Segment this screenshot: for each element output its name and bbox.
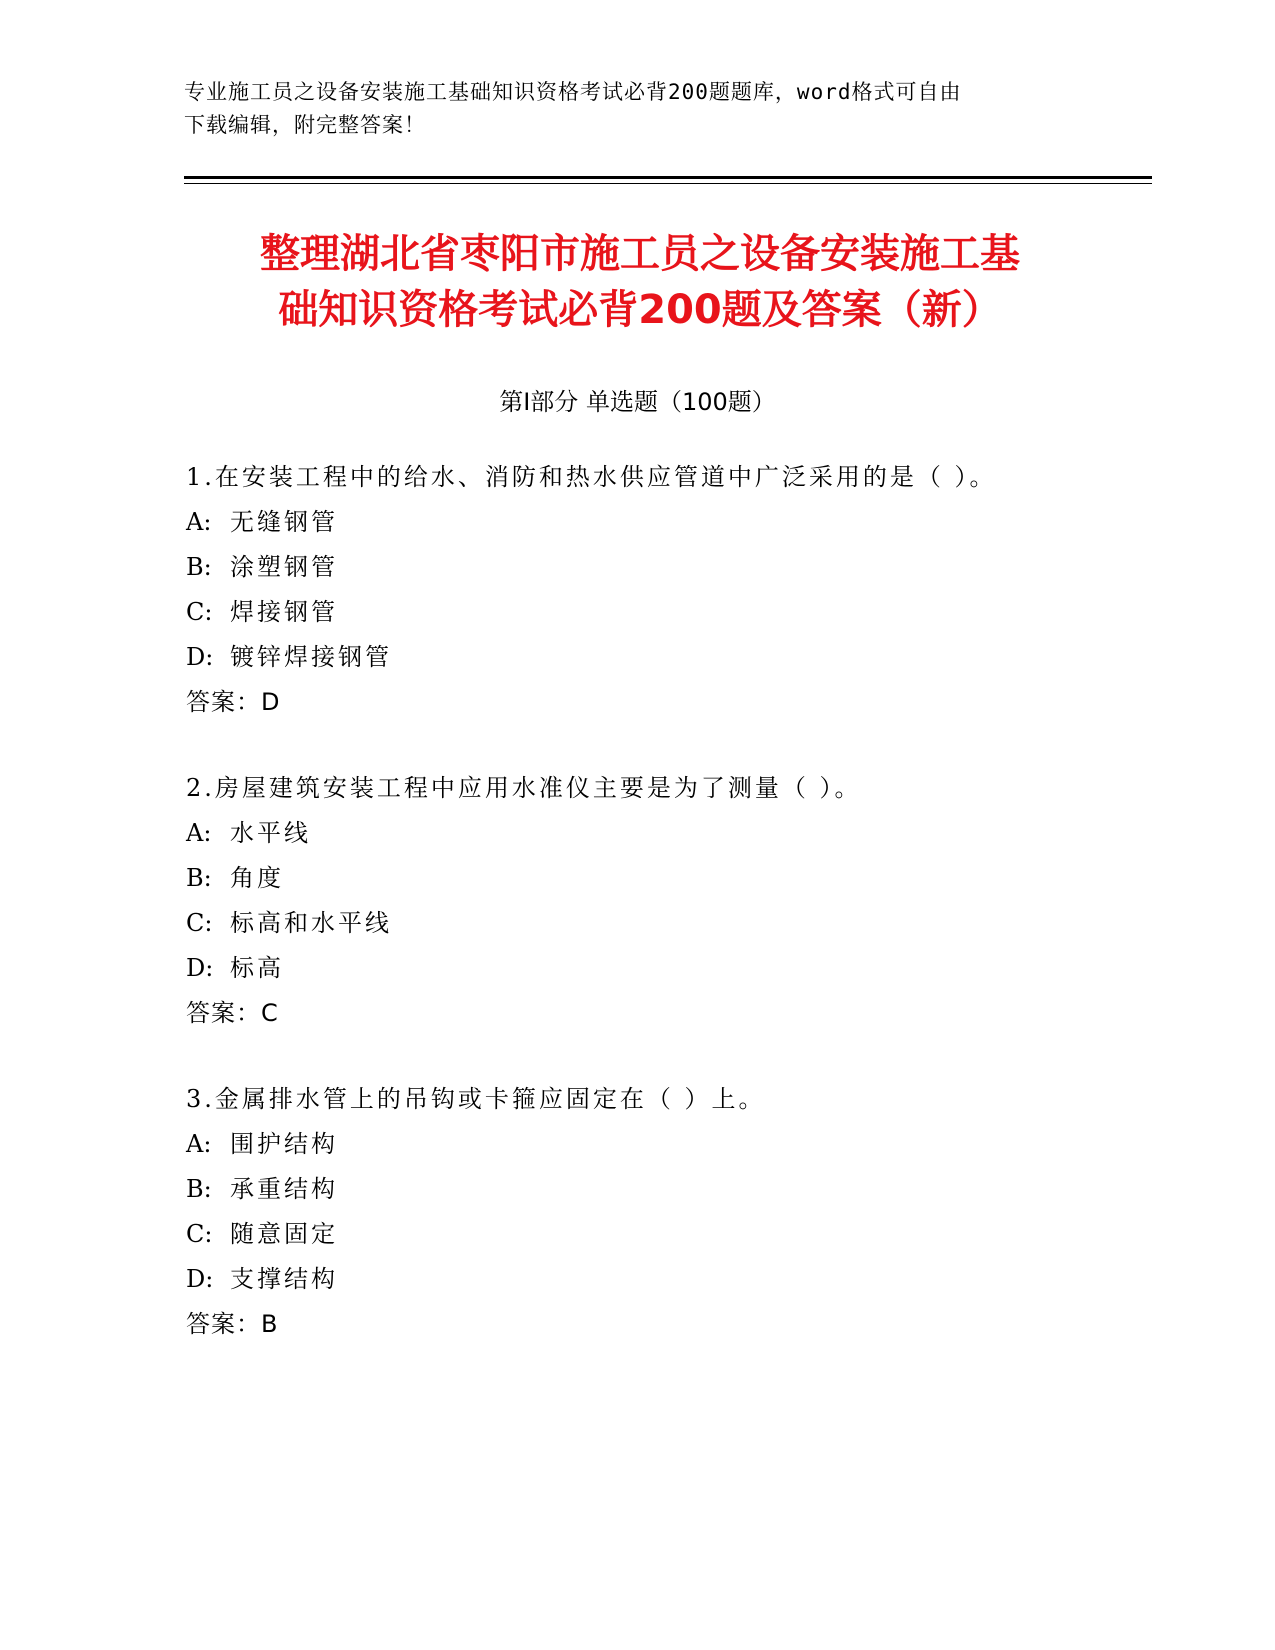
option-d [186, 946, 1146, 991]
option-text: 涂塑钢管 [230, 553, 338, 581]
header-note-line1: 专业施工员之设备安装施工基础知识资格考试必背200题题库，word格式可自由 [184, 80, 962, 104]
option-text: 焊接钢管 [230, 598, 338, 626]
document-title-line2: 础知识资格考试必背200题及答案（新） [278, 287, 1002, 333]
option-letter: C: [186, 598, 213, 626]
option-text: 随意固定 [230, 1220, 338, 1248]
option-text: 标高 [230, 954, 284, 982]
option-letter: B: [186, 1175, 212, 1203]
header-divider-thick [184, 176, 1152, 179]
option-b [186, 856, 1146, 901]
answer-line: 答案：B [186, 1310, 279, 1338]
option-text: 水平线 [230, 819, 311, 847]
question-3 [186, 1077, 1146, 1347]
option-letter: B: [186, 864, 212, 892]
option-a [186, 500, 1146, 545]
option-text: 承重结构 [230, 1175, 338, 1203]
option-c [186, 590, 1146, 635]
document-title-line1: 整理湖北省枣阳市施工员之设备安装施工基 [260, 231, 1020, 277]
question-stem: 1.在安装工程中的给水、消防和热水供应管道中广泛采用的是（ ）。 [186, 463, 997, 491]
option-c [186, 1212, 1146, 1257]
option-a [186, 1122, 1146, 1167]
option-b [186, 1167, 1146, 1212]
option-letter: A: [186, 508, 212, 536]
question-stem: 3.金属排水管上的吊钩或卡箍应固定在（ ）上。 [186, 1085, 766, 1113]
answer-line: 答案：D [186, 688, 281, 716]
option-text: 角度 [230, 864, 284, 892]
section-heading: 第Ⅰ部分 单选题（100题） [499, 388, 776, 416]
header-note-line2: 下载编辑，附完整答案！ [184, 113, 426, 137]
option-text: 标高和水平线 [230, 909, 392, 937]
option-text: 围护结构 [230, 1130, 338, 1158]
option-d [186, 1257, 1146, 1302]
option-letter: A: [186, 1130, 212, 1158]
header-note [184, 76, 1064, 142]
option-letter: D: [186, 643, 214, 671]
option-letter: A: [186, 819, 212, 847]
option-letter: C: [186, 1220, 213, 1248]
question-1 [186, 455, 1146, 725]
option-b [186, 545, 1146, 590]
option-a [186, 811, 1146, 856]
option-c [186, 901, 1146, 946]
header-divider-thin [184, 183, 1152, 184]
option-letter: C: [186, 909, 213, 937]
option-text: 无缝钢管 [230, 508, 338, 536]
answer-line: 答案：C [186, 999, 279, 1027]
document-title [190, 226, 1090, 338]
option-letter: B: [186, 553, 212, 581]
option-text: 支撑结构 [230, 1265, 338, 1293]
option-d [186, 635, 1146, 680]
question-2 [186, 766, 1146, 1036]
option-letter: D: [186, 954, 214, 982]
option-text: 镀锌焊接钢管 [230, 643, 392, 671]
option-letter: D: [186, 1265, 214, 1293]
question-stem: 2.房屋建筑安装工程中应用水准仪主要是为了测量（ ）。 [186, 774, 862, 802]
